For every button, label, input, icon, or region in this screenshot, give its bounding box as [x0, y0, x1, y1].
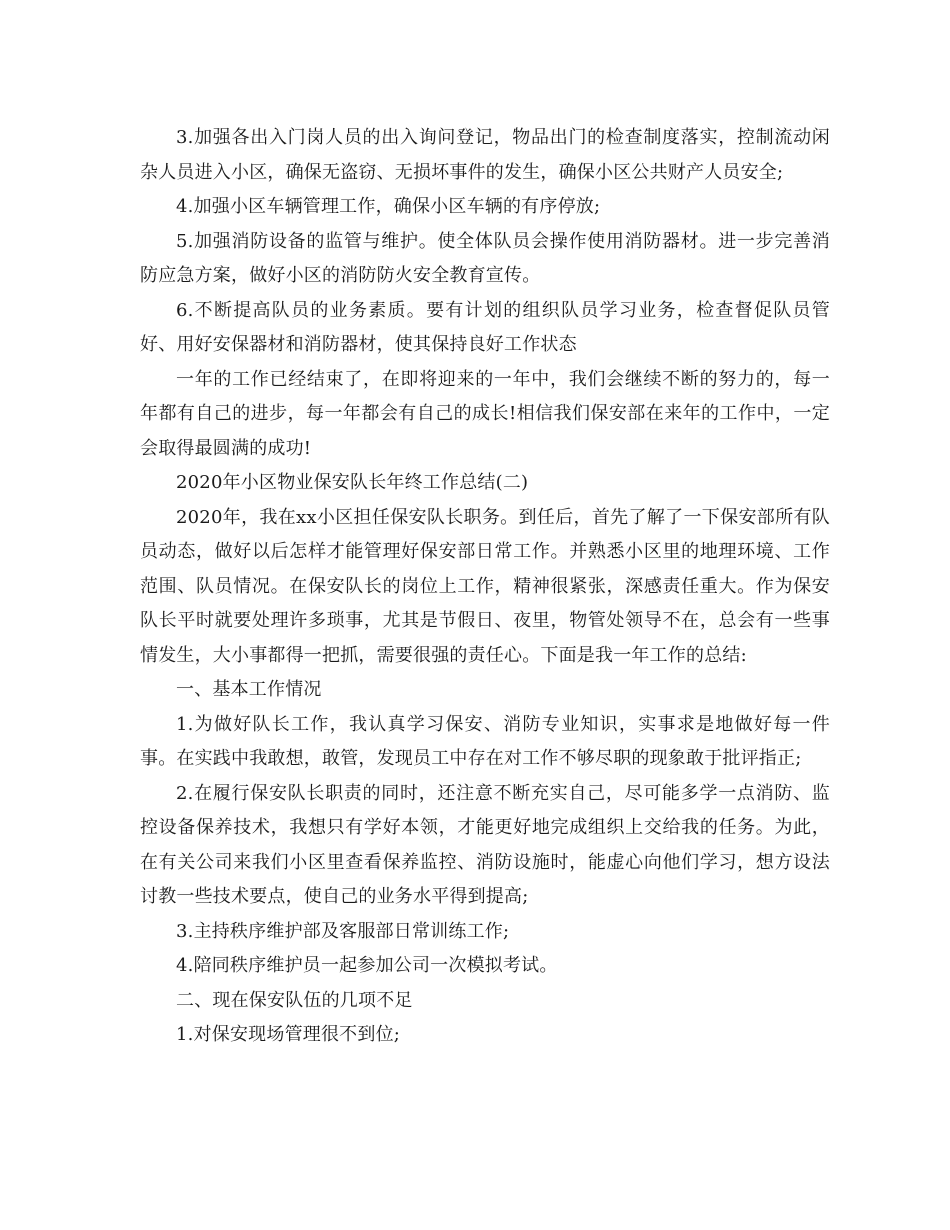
paragraph-intro-2020: 2020年，我在xx小区担任保安队长职务。到任后，首先了解了一下保安部所有队员动态，做好以后怎样才能管理好保安部日常工作。并熟悉小区里的地理环境、工作范围、队员情况。在保安队长的岗位上工作，精神很紧张，深感责任重大。作为保安队长平时就要处理许多琐事，尤其是节假日、夜里，物管处领导不在，总会有一些事情发生，大小事都得一把抓，需要很强的责任心。下面是我一年工作的总结:: [140, 506, 830, 666]
section-title-summary-two: 2020年小区物业保安队长年终工作总结(二): [176, 472, 529, 493]
document-body: [140, 121, 830, 1053]
paragraph-item-3-access-control: 3.加强各出入门岗人员的出入询问登记，物品出门的检查制度落实，控制流动闲杂人员进入小区，确保无盗窃、无损坏事件的发生，确保小区公共财产人员安全;: [140, 127, 830, 183]
paragraph-shortcoming-item-1: 1.对保安现场管理很不到位;: [176, 1024, 401, 1045]
paragraph-basic-item-3: 3.主持秩序维护部及客服部日常训练工作;: [176, 920, 510, 942]
heading-shortcomings: 二、现在保安队伍的几项不足: [176, 989, 413, 1011]
paragraph-basic-item-1: 1.为做好队长工作，我认真学习保安、消防专业知识，实事求是地做好每一件事。在实践中我敢想，敢管，发现员工中存在对工作不够尽职的现象敢于批评指正;: [140, 713, 830, 769]
paragraph-year-conclusion: 一年的工作已经结束了，在即将迎来的一年中，我们会继续不断的努力的，每一年都有自己的进步，每一年都会有自己的成长!相信我们保安部在来年的工作中，一定会取得最圆满的成功!: [140, 368, 830, 459]
paragraph-basic-item-2: 2.在履行保安队长职责的同时，还注意不断充实自己，尽可能多学一点消防、监控设备保养技术，我想只有学好本领，才能更好地完成组织上交给我的任务。为此，在有关公司来我们小区里查看保养监控、消防设施时，能虚心向他们学习，想方设法讨教一些技术要点，使自己的业务水平得到提高;: [140, 782, 830, 907]
paragraph-item-4-vehicle-management: 4.加强小区车辆管理工作，确保小区车辆的有序停放;: [176, 196, 601, 217]
heading-basic-work: 一、基本工作情况: [176, 679, 322, 700]
paragraph-basic-item-4: 4.陪同秩序维护员一起参加公司一次模拟考试。: [176, 955, 558, 976]
paragraph-item-6-staff-quality: 6.不断提高队员的业务素质。要有计划的组织队员学习业务，检查督促队员管好、用好安保器材和消防器材，使其保持良好工作状态: [140, 299, 830, 355]
paragraph-item-5-fire-equipment: 5.加强消防设备的监管与维护。使全体队员会操作使用消防器材。进一步完善消防应急方案，做好小区的消防防火安全教育宣传。: [140, 230, 830, 286]
